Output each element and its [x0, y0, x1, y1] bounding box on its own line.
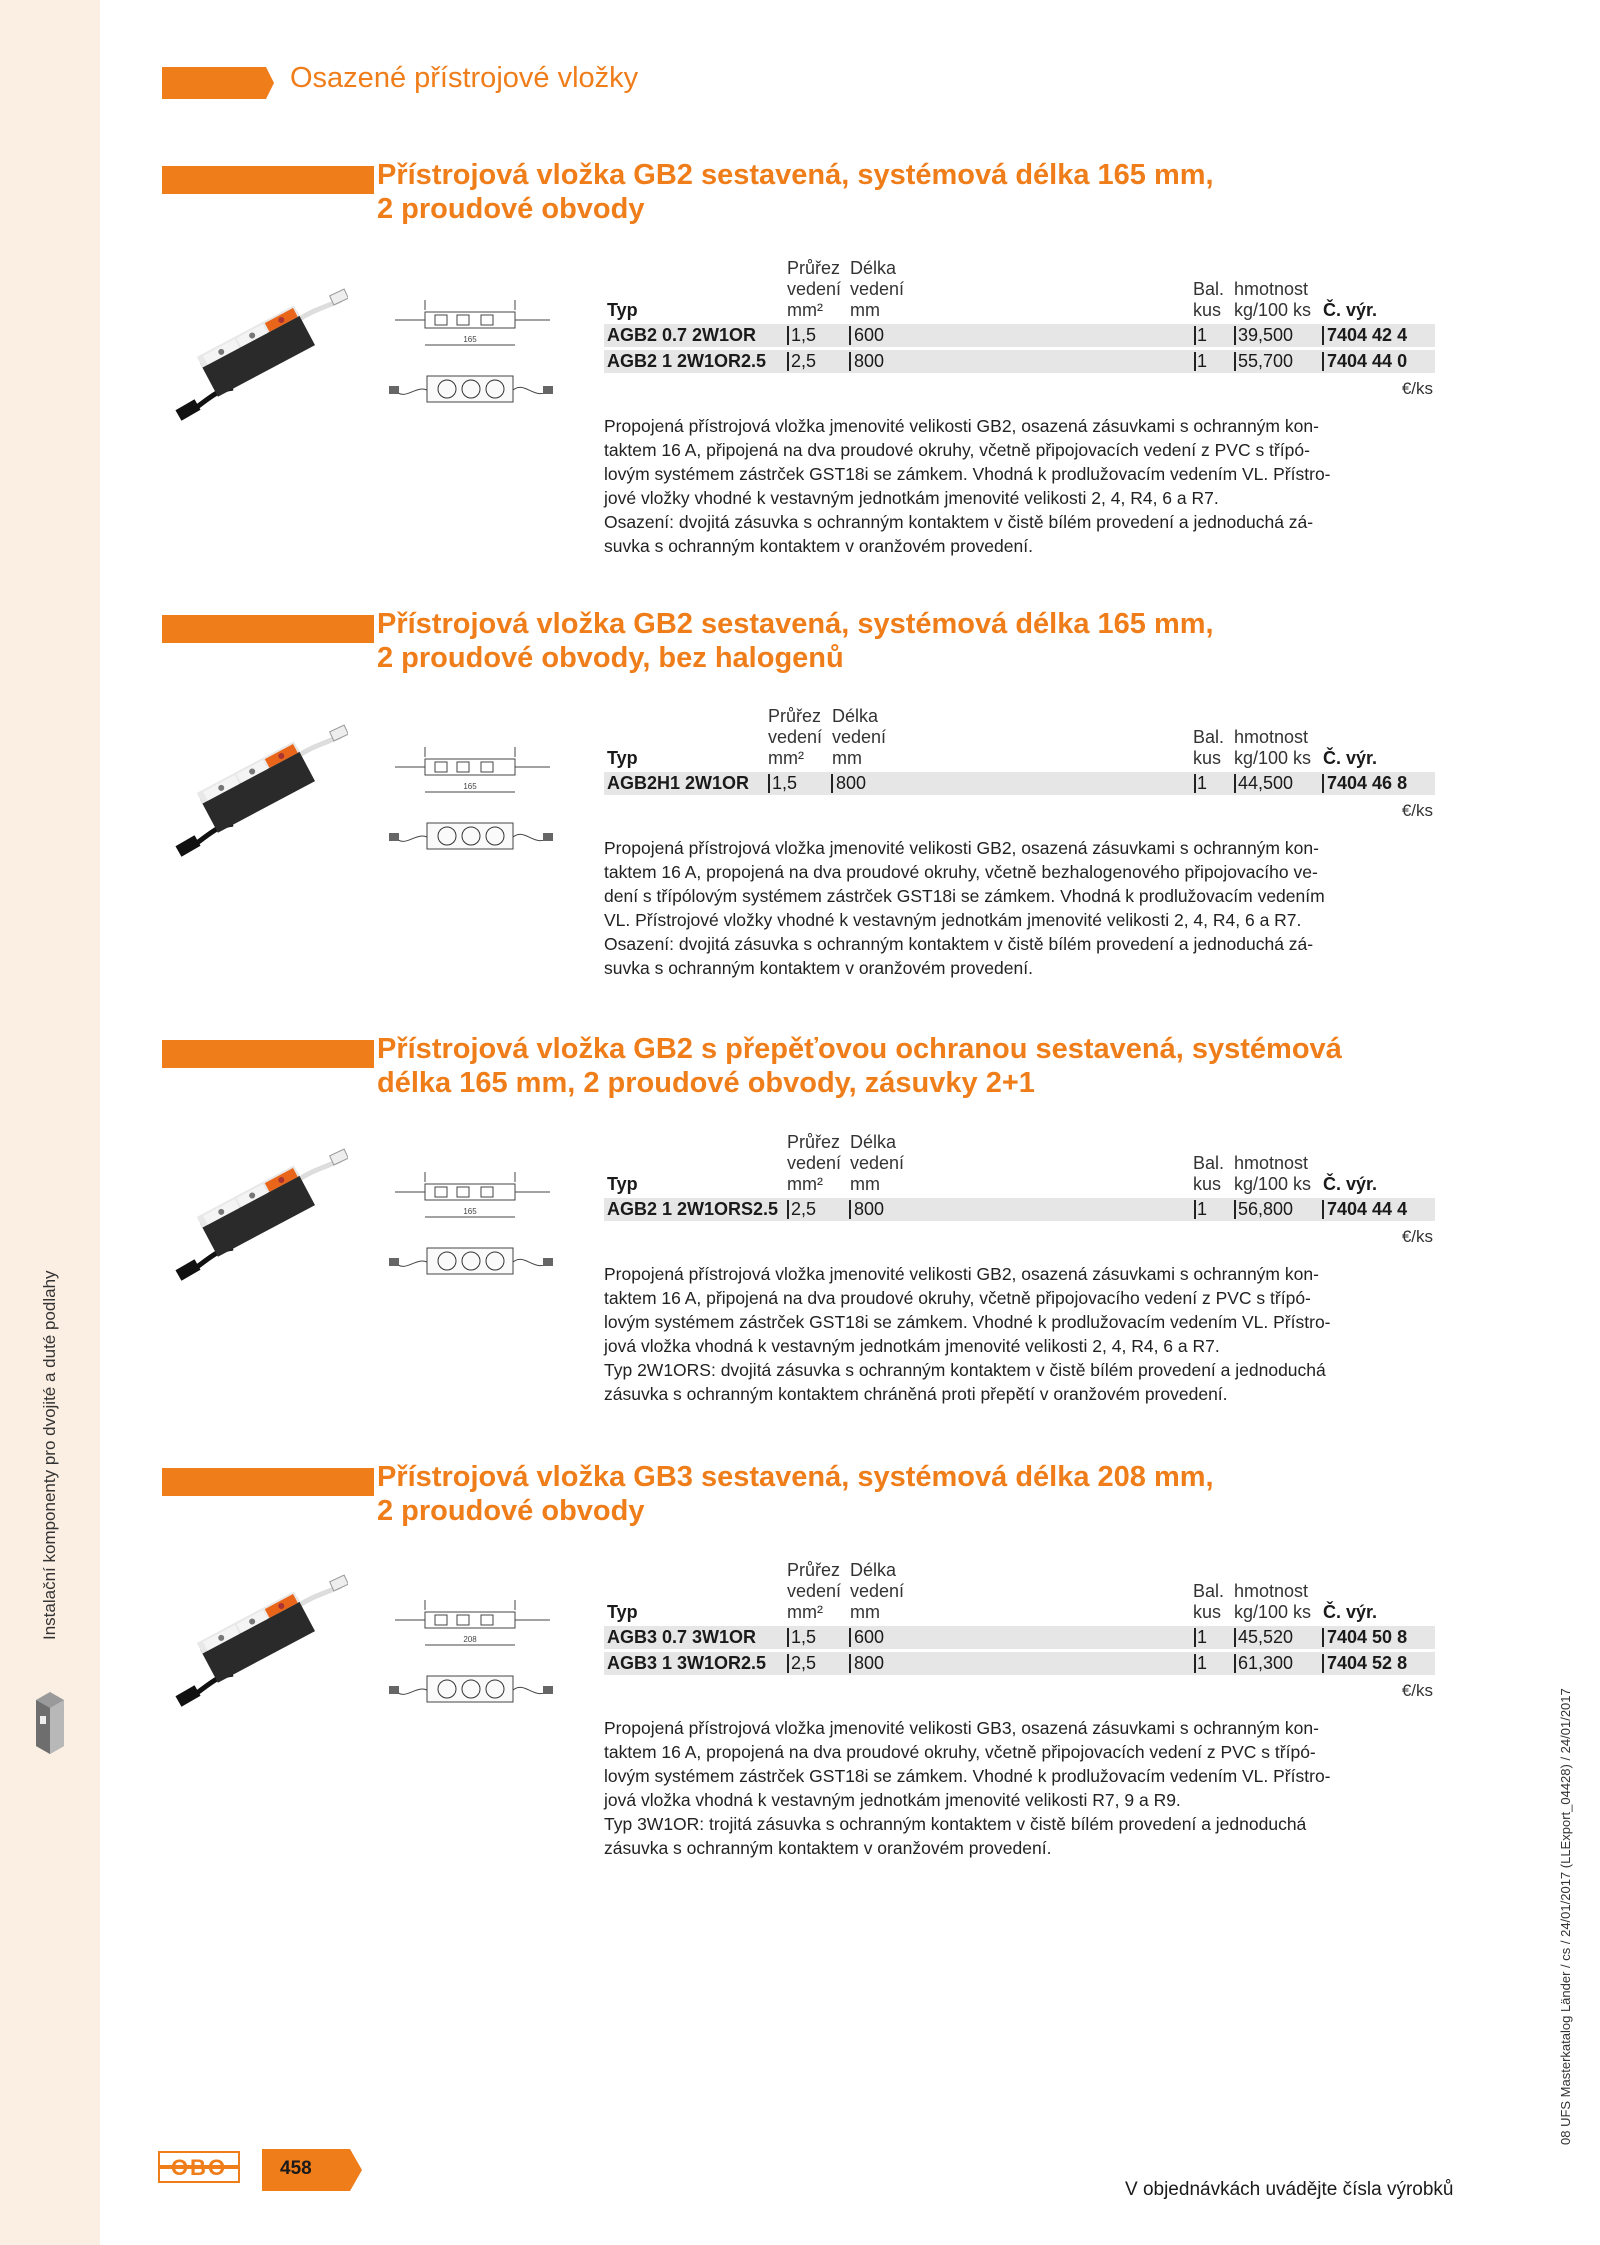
cell-hmotnost: 44,500: [1238, 773, 1294, 793]
column-separator: [787, 1200, 789, 1219]
table-row: [604, 1198, 1435, 1221]
cell-prurez: 1,5: [791, 1627, 817, 1647]
spec-table-header: [604, 1130, 1435, 1198]
description-line: Typ 3W1OR: trojitá zásuvka s ochranným kontaktem v čistě bílém provedení a jednoduchá: [604, 1814, 1307, 1834]
header-line: vedení: [850, 1581, 905, 1601]
description-line: suvka s ochranným kontaktem v oranžovém provedení.: [604, 536, 1033, 556]
cell-typ: AGB2 0.7 2W1OR: [607, 325, 757, 345]
header-line: vedení: [787, 1581, 842, 1601]
header-line: kus: [1193, 1174, 1222, 1194]
technical-drawing: [385, 1590, 560, 1725]
spec-table-header: [604, 1558, 1435, 1626]
column-separator: [787, 326, 789, 345]
header-line: Průřez: [787, 1132, 841, 1152]
header-typ: Typ: [607, 300, 638, 320]
description-line: taktem 16 A, připojená na dva proudové okruhy, včetně připojovacích vedení z PVC s třípó-: [604, 440, 1310, 460]
column-separator: [1322, 352, 1324, 371]
spec-table: [604, 256, 1435, 399]
technical-drawing: [385, 737, 560, 872]
left-strip: [0, 0, 100, 2245]
description-line: taktem 16 A, propojená na dva proudové okruhy, včetně bezhalogenového připojovacího ve-: [604, 862, 1318, 882]
product-description: [604, 414, 1434, 558]
header-line: Průřez: [787, 258, 841, 278]
description-line: zásuvka s ochranným kontaktem v oranžovém provedení.: [604, 1838, 1052, 1858]
header-line: Průřez: [768, 706, 822, 726]
header-line: vedení: [787, 279, 842, 299]
price-unit: €/ks: [1401, 1681, 1433, 1700]
spec-table-header: [604, 256, 1435, 324]
cell-delka: 800: [836, 773, 867, 793]
section-title-line: Přístrojová vložka GB2 sestavená, systémová délka 165 mm,: [377, 159, 1214, 191]
header-line: vedení: [850, 1153, 905, 1173]
header-line: kg/100 ks: [1234, 300, 1312, 320]
section-title-line: 2 proudové obvody: [377, 1495, 645, 1527]
technical-drawing: [385, 1162, 560, 1297]
cell-typ: AGB3 0.7 3W1OR: [607, 1627, 757, 1647]
cell-delka: 600: [854, 325, 885, 345]
cell-prurez: 2,5: [791, 351, 817, 371]
description-line: jová vložka vhodná k vestavným jednotkám jmenovité velikosti R7, 9 a R9.: [604, 1790, 1181, 1810]
section-title-line: Přístrojová vložka GB3 sestavená, systémová délka 208 mm,: [377, 1461, 1214, 1493]
column-separator: [787, 352, 789, 371]
header-line: kus: [1193, 300, 1222, 320]
price-unit: €/ks: [1401, 801, 1433, 820]
column-separator: [849, 1654, 851, 1673]
header-cvyr: Č. výr.: [1323, 1174, 1378, 1194]
cell-typ: AGB3 1 3W1OR2.5: [607, 1653, 767, 1673]
cell-cvyr: 7404 42 4: [1327, 325, 1408, 345]
header-typ: Typ: [607, 1602, 638, 1622]
side-category-text: Instalační komponenty pro dvojité a duté podlahy: [40, 1270, 59, 1640]
page-number-tab: [262, 2149, 362, 2191]
header-line: Bal.: [1193, 727, 1225, 747]
section-title-line: 2 proudové obvody, bez halogenů: [377, 642, 844, 674]
header-line: Bal.: [1193, 1581, 1225, 1601]
description-line: Propojená přístrojová vložka jmenovité velikosti GB3, osazená zásuvkami s ochranným kon-: [604, 1718, 1319, 1738]
table-row: [604, 324, 1435, 347]
description-line: taktem 16 A, propojená na dva proudové okruhy, včetně připojovacích vedení z PVC s třípó-: [604, 1742, 1316, 1762]
svg-text:OBO: OBO: [170, 2155, 228, 2180]
table-row: [604, 350, 1435, 373]
header-line: kg/100 ks: [1234, 748, 1312, 768]
column-separator: [1322, 1654, 1324, 1673]
svg-text:208: 208: [463, 1635, 477, 1644]
header-cvyr: Č. výr.: [1323, 1602, 1378, 1622]
header-typ: Typ: [607, 1174, 638, 1194]
column-separator: [849, 326, 851, 345]
spec-table: [604, 704, 1435, 821]
header-line: vedení: [850, 279, 905, 299]
header-bal: [1193, 1581, 1224, 1623]
header-hmotnost: [1234, 1581, 1311, 1623]
header-line: Délka: [832, 706, 879, 726]
section-title-line: Přístrojová vložka GB2 s přepěťovou ochranou sestavená, systémová: [377, 1033, 1342, 1065]
header-cvyr: Č. výr.: [1323, 748, 1378, 768]
cell-delka: 600: [854, 1627, 885, 1647]
header-hmotnost: [1234, 1153, 1311, 1195]
column-separator: [787, 1628, 789, 1647]
footer-note: V objednávkách uvádějte čísla výrobků: [1125, 2179, 1454, 2200]
header-hmotnost: [1234, 279, 1311, 321]
page-number: 458: [280, 2158, 312, 2179]
price-unit: €/ks: [1401, 379, 1433, 398]
header-bal: [1193, 727, 1224, 769]
description-line: jová vložka vhodná k vestavným jednotkám jmenovité velikosti 2, 4, R4, 6 a R7.: [604, 1336, 1220, 1356]
cell-prurez: 1,5: [791, 325, 817, 345]
catalog-meta: 08 UFS Masterkatalog Länder / cs / 24/01/2017 (LLExport_04428) / 24/01/2017: [1558, 1688, 1573, 2145]
header-delka: [832, 706, 886, 769]
column-separator: [1322, 774, 1324, 793]
table-row: [604, 1652, 1435, 1675]
cell-hmotnost: 39,500: [1238, 325, 1294, 345]
spec-table: [604, 1558, 1435, 1701]
cell-cvyr: 7404 44 4: [1327, 1199, 1408, 1219]
description-line: lovým systémem zástrček GST18i se zámkem. Vhodné k prodlužovacím vedením VL. Přístro-: [604, 1766, 1331, 1786]
cell-typ: AGB2H1 2W1OR: [607, 773, 750, 793]
header-line: Bal.: [1193, 1153, 1225, 1173]
cell-bal: 1: [1197, 773, 1208, 793]
product-description: [604, 836, 1434, 980]
description-line: taktem 16 A, připojená na dva proudové okruhy, včetně připojovacího vedení z PVC s třípó-: [604, 1288, 1311, 1308]
page-title: Osazené přístrojové vložky: [290, 62, 639, 94]
column-separator: [849, 1200, 851, 1219]
header-line: hmotnost: [1234, 1581, 1309, 1601]
column-separator: [831, 774, 833, 793]
header-line: hmotnost: [1234, 1153, 1309, 1173]
spec-table-header: [604, 704, 1435, 772]
description-line: Propojená přístrojová vložka jmenovité velikosti GB2, osazená zásuvkami s ochranným kon-: [604, 416, 1319, 436]
header-prurez: [787, 1132, 841, 1195]
header-line: Průřez: [787, 1560, 841, 1580]
header-line: mm²: [787, 1174, 823, 1194]
column-separator: [1194, 774, 1196, 793]
description-line: dení s třípólovým systémem zástrček GST18i se zámkem. Vhodná k prodlužovacím vedením: [604, 886, 1325, 906]
cell-bal: 1: [1197, 1627, 1208, 1647]
column-separator: [849, 1628, 851, 1647]
cell-hmotnost: 45,520: [1238, 1627, 1294, 1647]
product-photo: [163, 1140, 348, 1290]
cell-typ: AGB2 1 2W1OR2.5: [607, 351, 767, 371]
header-line: kus: [1193, 1602, 1222, 1622]
header-line: kg/100 ks: [1234, 1174, 1312, 1194]
column-separator: [1234, 326, 1236, 345]
column-separator: [1234, 1654, 1236, 1673]
description-line: jové vložky vhodné k vestavným jednotkám jmenovité velikosti 2, 4, R4, 6 a R7.: [604, 488, 1219, 508]
column-separator: [1194, 1654, 1196, 1673]
header-bal: [1193, 279, 1224, 321]
column-separator: [1234, 774, 1236, 793]
header-line: kg/100 ks: [1234, 1602, 1312, 1622]
product-description: [604, 1262, 1434, 1406]
header-line: mm: [850, 1602, 880, 1622]
cell-prurez: 2,5: [791, 1199, 817, 1219]
description-line: lovým systémem zástrček GST18i se zámkem. Vhodná k prodlužovacím vedením VL. Přístro-: [604, 464, 1331, 484]
table-row: [604, 1626, 1435, 1649]
description-line: Osazení: dvojitá zásuvka s ochranným kontaktem v čistě bílém provedení a jednoduchá zá-: [604, 512, 1314, 532]
cell-hmotnost: 55,700: [1238, 351, 1294, 371]
section-accent-bar: [162, 1468, 374, 1496]
header-delka: [850, 1132, 904, 1195]
column-separator: [1194, 1200, 1196, 1219]
product-photo: [163, 280, 348, 430]
cell-bal: 1: [1197, 1653, 1208, 1673]
section-title-line: délka 165 mm, 2 proudové obvody, zásuvky 2+1: [377, 1067, 1035, 1099]
header-line: mm²: [787, 1602, 823, 1622]
section-accent-bar: [162, 1040, 374, 1068]
header-line: mm²: [787, 300, 823, 320]
floor-box-icon: [32, 1690, 68, 1756]
header-line: mm: [850, 300, 880, 320]
technical-drawing: [385, 290, 560, 425]
column-separator: [768, 774, 770, 793]
table-row: [604, 772, 1435, 795]
description-line: Propojená přístrojová vložka jmenovité velikosti GB2, osazená zásuvkami s ochranným kon-: [604, 1264, 1319, 1284]
column-separator: [787, 1654, 789, 1673]
product-photo: [163, 716, 348, 866]
cell-prurez: 1,5: [772, 773, 798, 793]
cell-typ: AGB2 1 2W1ORS2.5: [607, 1199, 779, 1219]
header-line: vedení: [768, 727, 823, 747]
column-separator: [1234, 1628, 1236, 1647]
cell-delka: 800: [854, 1199, 885, 1219]
cell-bal: 1: [1197, 325, 1208, 345]
description-line: Osazení: dvojitá zásuvka s ochranným kontaktem v čistě bílém provedení a jednoduchá zá-: [604, 934, 1314, 954]
cell-cvyr: 7404 44 0: [1327, 351, 1408, 371]
description-line: Typ 2W1ORS: dvojitá zásuvka s ochranným kontaktem v čistě bílém provedení a jednoduchá: [604, 1360, 1326, 1380]
description-line: lovým systémem zástrček GST18i se zámkem. Vhodné k prodlužovacím vedením VL. Přístro-: [604, 1312, 1331, 1332]
column-separator: [1234, 352, 1236, 371]
description-line: Propojená přístrojová vložka jmenovité velikosti GB2, osazená zásuvkami s ochranným kon-: [604, 838, 1319, 858]
price-unit: €/ks: [1401, 1227, 1433, 1246]
header-line: kus: [1193, 748, 1222, 768]
cell-delka: 800: [854, 1653, 885, 1673]
column-separator: [1322, 1628, 1324, 1647]
column-separator: [1234, 1200, 1236, 1219]
section-title: [377, 607, 1457, 675]
column-separator: [1194, 326, 1196, 345]
cell-prurez: 2,5: [791, 1653, 817, 1673]
header-prurez: [787, 1560, 841, 1623]
section-title-line: Přístrojová vložka GB2 sestavená, systémová délka 165 mm,: [377, 608, 1214, 640]
svg-text:165: 165: [463, 1207, 477, 1216]
section-accent-bar: [162, 615, 374, 643]
header-line: mm: [832, 748, 862, 768]
svg-text:165: 165: [463, 335, 477, 344]
spec-table: [604, 1130, 1435, 1247]
header-line: Bal.: [1193, 279, 1225, 299]
header-line: vedení: [787, 1153, 842, 1173]
header-line: Délka: [850, 1560, 897, 1580]
description-line: zásuvka s ochranným kontaktem chráněná proti přepětí v oranžovém provedení.: [604, 1384, 1228, 1404]
header-prurez: [787, 258, 841, 321]
header-line: Délka: [850, 1132, 897, 1152]
section-accent-bar: [162, 166, 374, 194]
product-photo: [163, 1566, 348, 1716]
header-line: vedení: [832, 727, 887, 747]
header-hmotnost: [1234, 727, 1311, 769]
svg-text:165: 165: [463, 782, 477, 791]
cell-bal: 1: [1197, 1199, 1208, 1219]
section-title: [377, 1032, 1457, 1100]
obo-logo: [158, 2151, 240, 2183]
header-typ: Typ: [607, 748, 638, 768]
column-separator: [1322, 1200, 1324, 1219]
header-line: hmotnost: [1234, 727, 1309, 747]
header-cvyr: Č. výr.: [1323, 300, 1378, 320]
cell-bal: 1: [1197, 351, 1208, 371]
column-separator: [1322, 326, 1324, 345]
description-line: VL. Přístrojové vložky vhodné k vestavným jednotkám jmenovité velikosti 2, 4, R4, 6 a R7.: [604, 910, 1302, 930]
header-delka: [850, 1560, 904, 1623]
header-line: mm: [850, 1174, 880, 1194]
description-line: suvka s ochranným kontaktem v oranžovém provedení.: [604, 958, 1033, 978]
cell-delka: 800: [854, 351, 885, 371]
section-title: [377, 1460, 1457, 1528]
column-separator: [1194, 1628, 1196, 1647]
cell-cvyr: 7404 50 8: [1327, 1627, 1408, 1647]
section-title-line: 2 proudové obvody: [377, 193, 645, 225]
column-separator: [849, 352, 851, 371]
cell-cvyr: 7404 46 8: [1327, 773, 1408, 793]
header-line: hmotnost: [1234, 279, 1309, 299]
product-description: [604, 1716, 1434, 1860]
section-title: [377, 158, 1457, 226]
cell-hmotnost: 61,300: [1238, 1653, 1294, 1673]
column-separator: [1194, 352, 1196, 371]
header-delka: [850, 258, 904, 321]
header-line: Délka: [850, 258, 897, 278]
header-prurez: [768, 706, 822, 769]
cell-cvyr: 7404 52 8: [1327, 1653, 1408, 1673]
cell-hmotnost: 56,800: [1238, 1199, 1294, 1219]
header-bal: [1193, 1153, 1224, 1195]
header-line: mm²: [768, 748, 804, 768]
header-tab: [162, 67, 274, 99]
